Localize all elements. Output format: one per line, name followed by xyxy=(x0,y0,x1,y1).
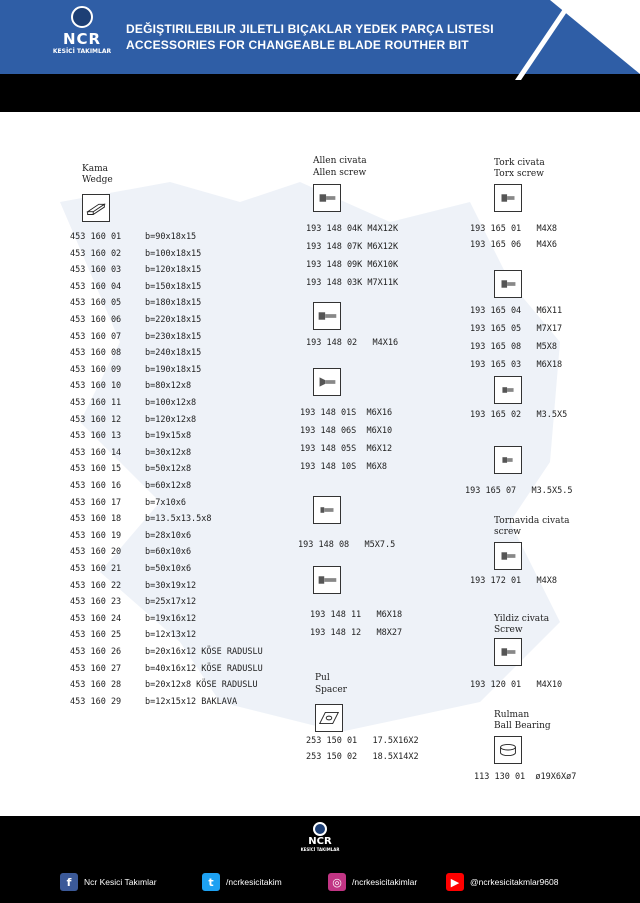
wedge-code: 453 160 20 xyxy=(70,547,122,558)
phillips-screw-icon xyxy=(494,638,522,666)
youtube-icon: ▶ xyxy=(446,873,464,891)
wedge-code: 453 160 17 xyxy=(70,497,122,508)
wedge-code: 453 160 12 xyxy=(70,414,122,425)
youtube-link[interactable] xyxy=(446,872,558,892)
torx-mini-screw-icon xyxy=(494,446,522,474)
wedge-code: 453 160 28 xyxy=(70,680,122,691)
wedge-spec: b=12x15x12 BAKLAVA xyxy=(145,696,238,707)
wedge-code: 453 160 26 xyxy=(70,647,122,657)
wedge-code: 453 160 04 xyxy=(70,281,122,292)
company-logo xyxy=(52,6,112,66)
wedge-code: 453 160 24 xyxy=(70,613,122,624)
instagram-handle: /ncrkesicitakimlar xyxy=(352,877,418,887)
wedge-code: 453 160 02 xyxy=(70,248,122,259)
wedge-code: 453 160 07 xyxy=(70,331,122,342)
instagram-icon: ◎ xyxy=(328,873,346,891)
wedge-spec: b=28x10x6 xyxy=(145,530,192,541)
wedge-icon xyxy=(82,194,110,222)
wedge-code: 453 160 18 xyxy=(70,514,122,525)
wedge-code: 453 160 16 xyxy=(70,481,122,491)
torx-screw-icon xyxy=(494,184,522,212)
youtube-handle: @ncrkesicitakmlar9608 xyxy=(470,877,559,887)
countersunk-screw-icon xyxy=(313,368,341,396)
wedge-spec: b=20x16x12 KÖSE RADUSLU xyxy=(145,647,263,657)
ball-bearing-icon xyxy=(494,736,522,764)
title-english: ACCESSORIES FOR CHANGEABLE BLADE ROUTHER BIT xyxy=(126,38,469,52)
allen-screw-long-icon xyxy=(313,302,341,330)
part-entry: 193 165 08 M5X8 xyxy=(470,342,557,352)
part-entry: 193 148 02 M4X16 xyxy=(306,338,399,348)
parts-list-page xyxy=(0,112,640,816)
spacer-label-en: Spacer xyxy=(315,685,347,695)
wedge-code: 453 160 19 xyxy=(70,530,122,541)
facebook-handle: Ncr Kesici Takımlar xyxy=(84,877,157,887)
bearing-label-tr: Rulman xyxy=(494,710,530,720)
wedge-spec: b=100x18x15 xyxy=(145,248,202,259)
flat-screw-icon xyxy=(313,496,341,524)
wedge-code: 453 160 13 xyxy=(70,431,122,442)
wedge-spec: b=60x10x6 xyxy=(145,547,192,558)
wedge-spec: b=12x13x12 xyxy=(145,630,197,641)
wedge-spec: b=90x18x15 xyxy=(145,232,197,242)
twitter-link[interactable] xyxy=(202,872,282,892)
wedge-code: 453 160 27 xyxy=(70,663,122,674)
wedge-spec: b=180x18x15 xyxy=(145,298,202,309)
allen-screw-icon xyxy=(313,184,341,212)
wedge-code: 453 160 10 xyxy=(70,381,122,392)
part-entry: 193 148 12 M8X27 xyxy=(310,628,403,638)
footer-logo-emblem-icon xyxy=(313,822,327,836)
part-entry: 193 165 07 M3.5X5.5 xyxy=(465,486,573,496)
part-entry: 193 148 10S M6X8 xyxy=(300,462,387,472)
wedge-code: 453 160 11 xyxy=(70,398,122,408)
wedge-code: 453 160 03 xyxy=(70,265,122,276)
facebook-icon: f xyxy=(60,873,78,891)
part-entry: 193 148 05S M6X12 xyxy=(300,444,393,454)
wedge-spec: b=7x10x6 xyxy=(145,497,186,508)
part-entry: 193 148 09K M6X10K xyxy=(306,260,399,270)
twitter-icon: t xyxy=(202,873,220,891)
slotted-screw-icon xyxy=(494,542,522,570)
wedge-spec: b=100x12x8 xyxy=(145,398,197,408)
part-entry: 193 148 01S M6X16 xyxy=(300,408,393,418)
wedge-code: 453 160 15 xyxy=(70,464,122,475)
part-entry: 193 120 01 M4X10 xyxy=(470,680,563,690)
twitter-handle: /ncrkesicitakim xyxy=(226,877,282,887)
wedge-code: 453 160 01 xyxy=(70,232,122,242)
wedge-spec: b=60x12x8 xyxy=(145,481,192,491)
wedge-spec: b=50x12x8 xyxy=(145,464,192,475)
part-entry: 193 148 11 M6X18 xyxy=(310,610,403,620)
wedge-spec: b=19x16x12 xyxy=(145,613,197,624)
page-footer xyxy=(0,816,640,903)
torx-screw-alt-icon xyxy=(494,270,522,298)
spacer-label-tr: Pul xyxy=(315,673,330,683)
part-entry: 253 150 01 17.5X16X2 xyxy=(306,736,419,746)
allen-label-en: Allen screw xyxy=(313,168,367,178)
logo-emblem-icon xyxy=(71,6,93,28)
logo-brand: NCR xyxy=(62,30,102,48)
long-bolt-icon xyxy=(313,566,341,594)
wedge-spec: b=230x18x15 xyxy=(145,331,202,342)
wedge-spec: b=25x17x12 xyxy=(145,597,197,608)
page-header xyxy=(0,0,640,112)
wedge-spec: b=120x12x8 xyxy=(145,414,197,425)
wedge-spec: b=30x19x12 xyxy=(145,580,197,591)
wedge-label-en: Wedge xyxy=(82,175,113,185)
part-entry: 193 165 02 M3.5X5 xyxy=(470,410,568,420)
wedge-spec: b=240x18x15 xyxy=(145,348,202,359)
wedge-spec: b=19x15x8 xyxy=(145,431,192,442)
wedge-spec: b=190x18x15 xyxy=(145,364,202,375)
wedge-spec: b=40x16x12 KÖSE RADUSLU xyxy=(145,663,263,674)
part-entry: 193 148 06S M6X10 xyxy=(300,426,393,436)
screwdriver-screw-label-tr: Tornavida civata xyxy=(494,516,570,526)
wedge-spec: b=13.5x13.5x8 xyxy=(145,514,212,525)
torx-label-tr: Tork civata xyxy=(494,158,545,168)
part-entry: 253 150 02 18.5X14X2 xyxy=(306,752,419,762)
wedge-code: 453 160 05 xyxy=(70,298,122,309)
spacer-icon xyxy=(315,704,343,732)
bearing-label-en: Ball Bearing xyxy=(494,721,551,731)
wedge-spec: b=20x12x8 KÖSE RADUSLU xyxy=(145,680,258,691)
wedge-spec: b=150x18x15 xyxy=(145,281,202,292)
wedge-code: 453 160 23 xyxy=(70,597,122,608)
part-entry: 193 172 01 M4X8 xyxy=(470,576,557,586)
part-entry: 193 148 08 M5X7.5 xyxy=(298,540,396,550)
wedge-code: 453 160 21 xyxy=(70,564,122,574)
part-entry: 193 148 03K M7X11K xyxy=(306,278,399,288)
phillips-screw-label-tr: Yildiz civata xyxy=(494,614,550,624)
footer-logo-subtitle: KESİCİ TAKIMLAR xyxy=(300,847,340,852)
part-entry: 193 165 04 M6X11 xyxy=(470,306,563,316)
wedge-spec: b=220x18x15 xyxy=(145,315,202,325)
part-entry: 113 130 01 ø19X6Xø7 xyxy=(474,772,577,782)
footer-logo-brand: NCR xyxy=(308,836,332,847)
wedge-code: 453 160 25 xyxy=(70,630,122,641)
wedge-spec: b=30x12x8 xyxy=(145,447,192,458)
wedge-code: 453 160 22 xyxy=(70,580,122,591)
instagram-link[interactable] xyxy=(328,872,417,892)
facebook-link[interactable] xyxy=(60,872,157,892)
wedge-code: 453 160 14 xyxy=(70,447,122,458)
logo-subtitle: KESİCİ TAKIMLAR xyxy=(52,48,112,55)
part-entry: 193 165 03 M6X18 xyxy=(470,360,563,370)
wedge-spec: b=120x18x15 xyxy=(145,265,202,276)
wedge-spec: b=50x10x6 xyxy=(145,564,192,574)
title-turkish: DEĞIŞTIRILEBILIR JILETLI BIÇAKLAR YEDEK PARÇA LISTESI xyxy=(126,22,494,36)
torx-small-screw-icon xyxy=(494,376,522,404)
wedge-label-tr: Kama xyxy=(82,164,108,174)
wedge-spec: b=80x12x8 xyxy=(145,381,192,392)
part-entry: 193 148 07K M6X12K xyxy=(306,242,399,252)
wedge-code: 453 160 29 xyxy=(70,696,122,707)
screwdriver-screw-label-en: screw xyxy=(494,527,521,537)
wedge-code: 453 160 06 xyxy=(70,315,122,325)
wedge-code: 453 160 08 xyxy=(70,348,122,359)
footer-logo xyxy=(300,822,340,852)
part-entry: 193 165 05 M7X17 xyxy=(470,324,563,334)
torx-label-en: Torx screw xyxy=(494,169,544,179)
phillips-screw-label-en: Screw xyxy=(494,625,523,635)
allen-label-tr: Allen civata xyxy=(313,156,367,166)
wedge-code: 453 160 09 xyxy=(70,364,122,375)
part-entry: 193 165 01 M4X8 xyxy=(470,224,557,234)
part-entry: 193 165 06 M4X6 xyxy=(470,240,557,250)
part-entry: 193 148 04K M4X12K xyxy=(306,224,399,234)
